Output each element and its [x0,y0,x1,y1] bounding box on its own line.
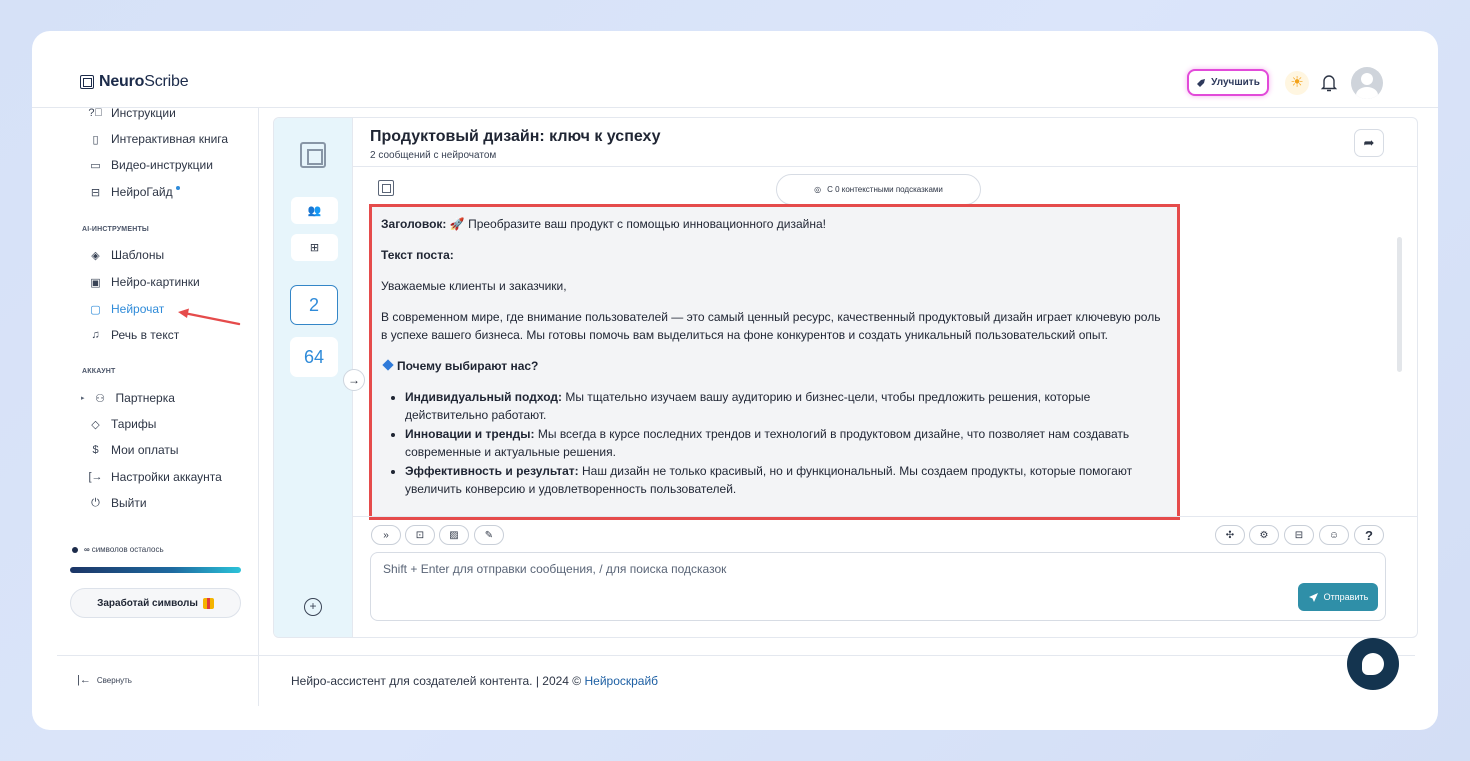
dollar-icon: $ [92,444,99,456]
sidebar-item-tariffs[interactable]: ◇ Тарифы [89,417,156,431]
list-item: • Индивидуальный подход: Мы тщательно изучаем вашу аудиторию и бизнес-цели, чтобы предложить решения, которые действительно работают. [405,388,1168,424]
gift-icon [203,598,214,609]
tag-icon: ◇ [91,418,100,431]
assistant-message [369,204,1180,520]
message-paragraph: В современном мире, где внимание пользователей — это самый ценный ресурс, качественный продуктовый дизайн играет ключевую роль в успехе вашего бизнеса. Мы готовы помочь вам выделиться на фоне конкурентов и создать уникальный пользовательский опыт. [381,310,1161,342]
add-icon[interactable]: + [304,598,322,616]
sidebar-item-neurochat[interactable]: ▢ Нейрочат [90,302,165,316]
palette-icon: ◎ [814,185,822,194]
magic-wand-icon[interactable]: ✎ [474,525,504,545]
image-icon[interactable]: ▨ [439,525,469,545]
layers-icon: ◈ [91,249,100,262]
layout-icon[interactable]: ⊟ [1284,525,1314,545]
rocket-icon: 🚀 [449,217,465,231]
list-item: • Инновации и тренды: Мы всегда в курсе последних трендов и технологий в продуктовом дизайне, что позволяет нам создавать современные и актуальные решения. [405,425,1168,461]
share-icon: ➦ [1363,135,1375,150]
chat-subtitle: 2 сообщений с нейрочатом [370,150,497,161]
section-title-account: АККАУНТ [82,368,116,375]
share-button[interactable] [1354,129,1384,157]
composer-divider [353,516,1418,517]
counter-other[interactable]: 64 [290,337,338,377]
chat-header [353,118,1418,167]
logo-icon [80,75,94,89]
list-item: • Эффективность и результат: Наш дизайн не только красивый, но и функциональный. Мы создаем продукты, которые помогают увеличить конверсию и удовлетворенность пользователей. [405,462,1168,498]
sidebar-item-templates[interactable]: ◈ Шаблоны [89,248,164,262]
sidebar-item-book[interactable]: ▯ Интерактивная книга [89,132,228,146]
top-bar [32,31,1438,108]
robot-icon[interactable]: ☺ [1319,525,1349,545]
collapse-icon: |← [77,674,91,686]
gear-icon[interactable]: ⚙ [1249,525,1279,545]
book-icon: ▯ [92,133,99,146]
logo-text: NeuroScribe [99,73,189,90]
message-input[interactable] [383,562,1283,576]
credits-status: ∞ символов осталось [72,545,164,554]
section-title-ai: AI-ИНСТРУМЕНТЫ [82,226,149,233]
users-icon: ⚇ [95,392,105,405]
app-logo[interactable] [80,73,188,91]
headphones-icon: ♫ [91,329,100,341]
sidebar-item-instructions[interactable]: ?⃝ Инструкции [88,106,176,120]
arrow-right-icon[interactable]: → [343,369,365,391]
chat-panel [273,117,1418,638]
sun-icon[interactable]: ☀ [1285,71,1309,95]
chevrons-down-icon[interactable]: » [371,525,401,545]
image-icon: ▣ [90,276,101,289]
help-button[interactable]: ? [1354,525,1384,545]
message-bullets [405,388,1168,498]
guide-icon: ⊟ [90,186,101,199]
sidebar-item-video[interactable]: ▭ Видео-инструкции [90,158,213,172]
neuroscribe-logo-icon [300,142,326,168]
collapse-button[interactable]: |← Свернуть [77,674,132,686]
counter-active[interactable]: 2 [290,285,338,325]
sidebar-item-logout[interactable]: ⏻ Выйти [89,496,147,510]
puzzle-icon[interactable]: ✣ [1215,525,1245,545]
save-icon[interactable]: ⊡ [405,525,435,545]
message-composer [370,552,1386,621]
bottom-bar [57,655,1415,706]
footer-link[interactable]: Нейроскрайб [584,674,659,688]
app-window [32,31,1438,730]
new-badge [176,186,180,190]
sidebar-item-payments[interactable]: $ Мои оплаты [89,443,179,457]
grid-icon[interactable]: ⊞ [291,234,338,261]
diamond-icon [382,359,393,370]
power-icon: ⏻ [91,496,100,509]
context-hints-pill[interactable]: ◎ С 0 контекстными подсказками [776,174,981,205]
chat-rail [274,118,353,638]
sidebar [57,108,259,706]
sidebar-item-settings[interactable]: [→ Настройки аккаунта [88,470,222,484]
avatar[interactable] [1351,67,1383,99]
question-icon: ?⃝ [88,107,103,119]
footer-text: Нейро-ассистент для создателей контента. | 2024 © Нейроскрайб [291,674,659,688]
login-icon: [→ [88,471,103,483]
credits-progress-bar [70,567,241,573]
upgrade-button[interactable]: Улучшить [1187,69,1269,96]
users-icon[interactable]: 👥 [291,197,338,224]
message-headline: Заголовок: 🚀 Преобразите ваш продукт с помощью инновационного дизайна! [381,217,826,231]
chat-title: Продуктовый дизайн: ключ к успеху [370,128,661,145]
assistant-logo-icon [378,180,394,196]
status-dot [72,547,78,553]
sidebar-item-guide[interactable]: ⊟ НейроГайд [89,185,180,199]
sidebar-item-partner[interactable]: ▸ ⚇ Партнерка [81,391,175,405]
bell-icon[interactable] [1320,73,1338,93]
send-icon [1308,592,1319,603]
send-button[interactable]: Отправить [1298,583,1378,611]
annotation-arrow [176,308,242,328]
message-greeting: Уважаемые клиенты и заказчики, [381,279,567,293]
chat-icon: ▢ [90,303,101,316]
scrollbar[interactable] [1397,237,1402,372]
sidebar-item-images[interactable]: ▣ Нейро-картинки [90,275,200,289]
support-chat-button[interactable] [1347,638,1399,690]
video-icon: ▭ [90,159,101,172]
earn-credits-button[interactable]: Заработай символы [70,588,241,618]
sidebar-item-speech[interactable]: ♫ Речь в текст [89,328,179,342]
message-post-label: Текст поста: [381,248,454,262]
chevron-right-icon: ▸ [81,395,85,402]
message-why-title: Почему выбирают нас? [381,357,1168,375]
rocket-icon [1196,78,1206,88]
